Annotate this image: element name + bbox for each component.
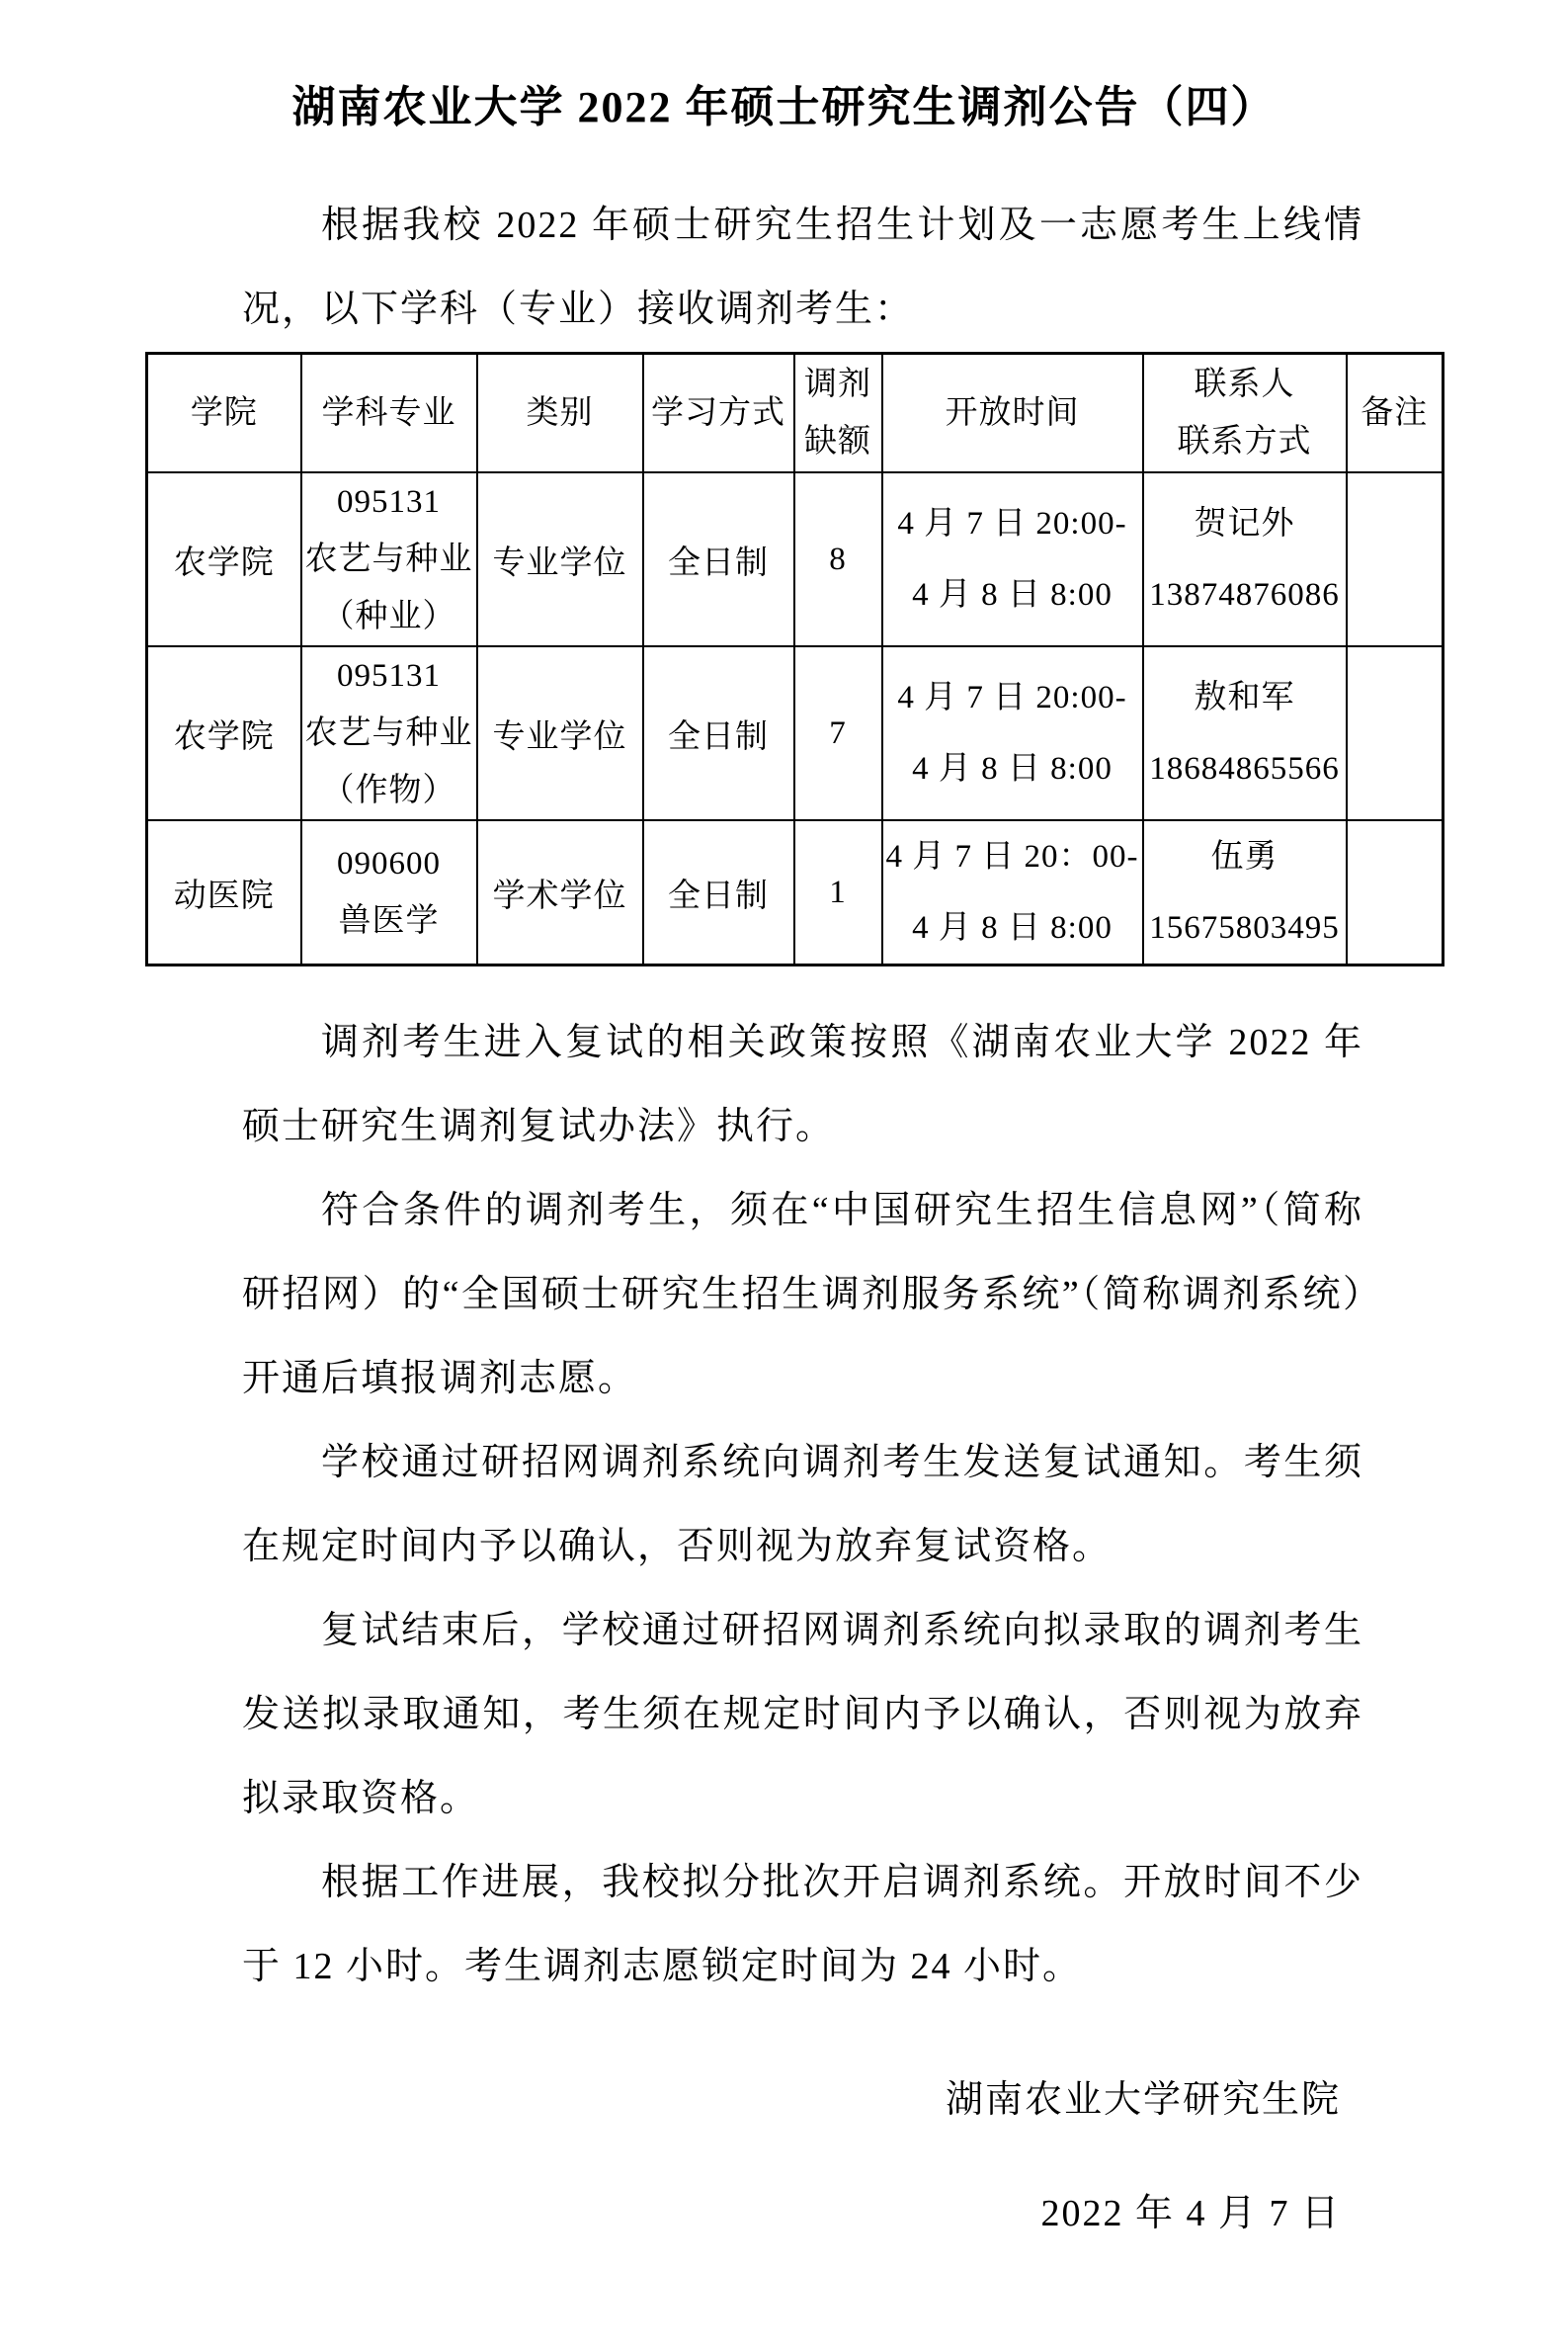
col-header-college: 学院	[147, 354, 301, 473]
cell-college: 农学院	[147, 472, 301, 646]
cell-study-mode: 全日制	[643, 820, 794, 965]
paragraph-apply-system: 符合条件的调剂考生，须在“中国研究生招生信息网”（简称研招网）的“全国硕士研究生招生调剂服务系统”（简称调剂系统）开通后填报调剂志愿。	[242, 1190, 1363, 1399]
cell-open-time: 4 月 7 日 20：00- 4 月 8 日 8:00	[882, 820, 1143, 965]
cell-remark	[1347, 820, 1444, 965]
cell-remark	[1347, 646, 1444, 820]
col-header-remark: 备注	[1347, 354, 1444, 473]
signature-date: 2022 年 4 月 7 日	[1040, 2193, 1341, 2234]
table-row	[147, 646, 1444, 820]
transfer-quota-table	[145, 352, 1444, 966]
cell-major: 095131 农艺与种业 （种业）	[301, 472, 477, 646]
col-header-open-time: 开放时间	[882, 354, 1143, 473]
col-header-study-mode: 学习方式	[643, 354, 794, 473]
col-header-contact: 联系人 联系方式	[1143, 354, 1347, 473]
col-header-major: 学科专业	[301, 354, 477, 473]
cell-quota: 1	[794, 820, 882, 965]
intro-paragraph: 根据我校 2022 年硕士研究生招生计划及一志愿考生上线情况，以下学科（专业）接收调剂考生：	[242, 205, 1363, 330]
paragraph-reexam-policy: 调剂考生进入复试的相关政策按照《湖南农业大学 2022 年硕士研究生调剂复试办法》执行。	[242, 1022, 1363, 1147]
cell-college: 动医院	[147, 820, 301, 965]
cell-study-mode: 全日制	[643, 472, 794, 646]
cell-category: 专业学位	[477, 646, 643, 820]
paragraph-admission-notice: 复试结束后，学校通过研招网调剂系统向拟录取的调剂考生发送拟录取通知，考生须在规定时间内予以确认，否则视为放弃拟录取资格。	[242, 1610, 1363, 1819]
document-page	[0, 79, 1568, 2350]
cell-category: 学术学位	[477, 820, 643, 965]
cell-study-mode: 全日制	[643, 646, 794, 820]
cell-major: 095131 农艺与种业 （作物）	[301, 646, 477, 820]
document-title: 湖南农业大学 2022 年硕士研究生调剂公告（四）	[291, 83, 1277, 131]
signature-organization: 湖南农业大学研究生院	[945, 2079, 1341, 2121]
cell-contact: 贺记外 13874876086	[1143, 472, 1347, 646]
cell-category: 专业学位	[477, 472, 643, 646]
cell-quota: 8	[794, 472, 882, 646]
cell-major: 090600 兽医学	[301, 820, 477, 965]
table-header-row	[147, 354, 1444, 473]
col-header-quota: 调剂 缺额	[794, 354, 882, 473]
paragraph-open-schedule: 根据工作进展，我校拟分批次开启调剂系统。开放时间不少于 12 小时。考生调剂志愿锁定时间为 24 小时。	[242, 1862, 1363, 1987]
paragraph-reexam-notice: 学校通过研招网调剂系统向调剂考生发送复试通知。考生须在规定时间内予以确认，否则视为放弃复试资格。	[242, 1442, 1363, 1567]
col-header-category: 类别	[477, 354, 643, 473]
cell-contact: 伍勇 15675803495	[1143, 820, 1347, 965]
cell-quota: 7	[794, 646, 882, 820]
cell-college: 农学院	[147, 646, 301, 820]
cell-open-time: 4 月 7 日 20:00- 4 月 8 日 8:00	[882, 472, 1143, 646]
cell-open-time: 4 月 7 日 20:00- 4 月 8 日 8:00	[882, 646, 1143, 820]
cell-remark	[1347, 472, 1444, 646]
table-row	[147, 472, 1444, 646]
cell-contact: 敖和军 18684865566	[1143, 646, 1347, 820]
table-row	[147, 820, 1444, 965]
